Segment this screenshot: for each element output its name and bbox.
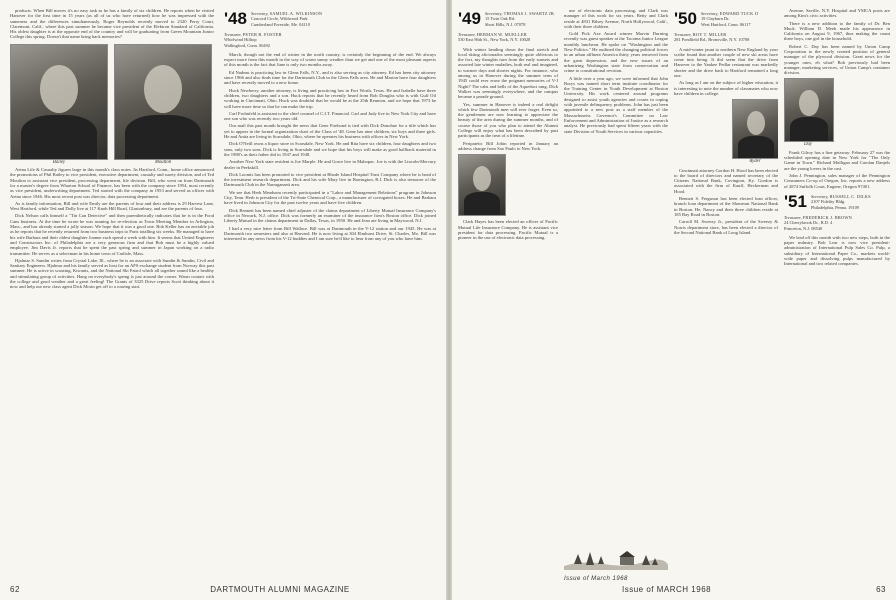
col2-paragraph: A little over a year ago, we were informed that John Borys was named short term institute coordinator for the Training Center in Youth Development at Boston University. His work centered around programs designed to assist youth agencies and courts in coping with juvenile delinquency problems. John has just been appointed to a new post as a staff member of the Massachusetts Governor's Committee on Law Enforcement and Administration of Justice as a research analyst. He previously had spent fifteen years with the state Division of Youth Services in various capacities. [564, 75, 668, 134]
col4-paragraph: John J. Pennington, sales manager of the Pennington Consumers Co-op of Oregon, Inc. reports a new address of 2874 Suffolk Court, Eugene, Oregon 97401. [784, 173, 890, 189]
class-49-officers: Secretary, THOMAS J. SWARTZ JR. 15 Twin Oak Rd. Short Hills, N.J. 07078 [484, 11, 556, 27]
class-51-officers: Secretary, RUSSELL C. DILKS 2107 Fidelity Bldg. Philadelphia, Penna. 19109 [810, 193, 871, 210]
photo-row [10, 44, 214, 165]
moulton-photo [114, 44, 212, 160]
class-50-treasurer: Treasurer, ROY T. MILLER 281 Pondfield Rd., Bronxville, N.Y. 10708 [674, 32, 750, 43]
class-50-heading [674, 10, 778, 27]
class-48-number: '48 [224, 9, 247, 28]
class-49-number: '49 [458, 9, 481, 28]
class-48-officers: Secretary, SAMUEL A. WILKINSON Concord Circle, Wildwood Park Cumberland Foreside, Me. 04110 [250, 11, 323, 27]
class-48-paragraph: Dick O'Neill owns a liquor store in Scarsdale, New York. He and Rita have six children, four daughters and two sons, only two sons. Dick is living in Scarsdale and we hope that his boys will make as good halfback material in the 1980's as their father did in 1947 and 1948. [224, 141, 436, 157]
col4-paragraph: Frank Gilroy has a fine getaway: February 27 was the scheduled opening date in New York for "The Only Game in Town." Richard Mulligan and Carolan Danjels are the young lovers in the cast. [784, 149, 890, 171]
class-48-paragraph: Dick Bennett has been named chief adjuster of the claims department of Liberty Mutual Insurance Company's office in Newark, N.J. office. Dick was formerly an examiner of the insurance firm's Boston office. Dick joined Liberty Mutual in the claims department in Dallas, Texas, in 1950. He and Jean are living in Maywood, N.J. [224, 207, 436, 224]
right-column-1 [458, 8, 558, 574]
drawing-caption: Issue of March 1968 [564, 576, 628, 582]
class-51-paragraph: We lead off this month with two new steps, both in the paper industry. Bob Lear is now vice president-administration of International Pulp Sales Co. Pulp, a subsidiary of International Paper Co., markets world-wide paper and dissolving pulps manufactured by International and two related companies. [784, 234, 890, 267]
left-running-footer: DARTMOUTH ALUMNI MAGAZINE [210, 585, 350, 594]
class-48-paragraph: Our mail this past month brought the news that Gene Firebond is tied with Dick Donohue for a title which has yet to appear in the formal organization chart of the Class of '48. Gene has nine children, six boys and three girls. He and Anita are living in Scarsdale, Ohio, where he operates his business with offices in New York. [224, 123, 436, 140]
right-page-number: 63 [876, 585, 886, 594]
col1-paragraph-b1: Aetna Life & Casualty figures large in this month's class notes. Its Hartford, Conn., home office announced the promotions of Phil Bailey to vice president, executive department, casualty and surety division, and of Ted Moulton to assistant vice president, processing department, life division. Bill, who went on from Dartmouth for a master's degree from Wharton School of Finance, has been with the company since 1954, most recently as vice president, underwriting department. Ted started with the company in 1953 and served as officer with Aetna since 1946. His most recent post was director, data processing department. [10, 167, 214, 199]
col1-paragraph-b4: Hjalmar S. Sundin writes from Crystal Lake, Ill., where he is an associate with Sundin & Sundin, Civil and Sanitary Engineers. Hjalmar and his family served as host for an AFS exchange student from Norway this past summer. He is active in scouting, Kiwanis, and the National Ski Patrol which all together sound like a healthy and stimulating group of activities. Hang on everybody's spring is just around the corner. Warm contact with the college and good weather and a great feeling! The Grants of 3325 Drive reports Scott thinking about it now and help our new class agent Dick Morin get off to a roaring start. [10, 257, 214, 290]
ryder-photo-block [732, 99, 778, 164]
class-49-paragraph: With winter heading down the final stretch and local skiing aficionados seemingly quite oblivious to the fact, my thoughts turn from the early sunsets and assorted late winter maladies, both real and imagined, to warmer days and shorter nights. For instance, who among us in Hanover during the summer term of 1945 could ever erase the poignant memories of V-J Night? The cabs and bells of the Aqueduct rang, Dick Walker was seemingly everywhere, and the campus became a parade ground. [458, 46, 558, 100]
ryder-caption: Ryder [749, 159, 761, 165]
left-column-1 [10, 8, 214, 574]
class-48-heading [224, 10, 436, 27]
right-column-3 [674, 8, 778, 574]
class-50-paragraph: A mid-winter jaunt to northern New England by your scribe found that another couple of new ski areas have come into being. It did seem that the drive from Hanover to the Yankee Pedlar restaurant was markedly shorter and the drive back to Hartford remained a long one. [674, 46, 778, 79]
class-50-paragraph: Carroll M. Sweezy Jr., president of the Sweezy & Norris department store, has been elected a director of the Second National Bank of Long Island. [674, 219, 778, 235]
class-49-paragraph: Peripatetic Bill Jobin reported in January an address change from Sao Paulo to New York. [458, 140, 558, 151]
left-page-number: 62 [10, 585, 20, 594]
class-50-paragraph: Bennett S. Ferguson has been elected loan officer, branch loan department of the Shawmut National Bank in Boston. He, Nancy and their three children reside at 185 Bay Road in Boston. [674, 196, 778, 217]
ryder-photo [732, 99, 778, 159]
class-50-number: '50 [674, 9, 697, 28]
class-50-paragraph: As long as I am on the subject of higher education, it is interesting to note the number of classmates who now have children in college. [674, 80, 778, 96]
class-48-secretary: SAMUEL A. WILKINSON [269, 11, 323, 16]
class-48-paragraph: Huck Newberry, another attorney, is living and practicing law in Fort Worth, Texas. He and Isabelle have three children, two daughters and a son. Huck reports that he recently heard from Bob Douglas who is with Gulf Oil working in Cincinnati, Ohio. Huck was doubtful that he would be at the 25th Reunion, and we hope that 1973 he will have more time so that he can make the trip. [224, 87, 436, 109]
bailey-caption: Bailey [52, 159, 66, 165]
right-page [452, 0, 896, 600]
photo-bailey-block [10, 44, 108, 165]
class-50-officers: Secretary, EDWARD TUCK II 19 Clayburn Dr. West Hartford, Conn. 06117 [700, 11, 759, 27]
col1-paragraph-1: products. When Bill moves it's no easy task as he has a family of six children. He reports when he visited Hanover for the first time in 15 years (as all of us who have returned) how he was impressed with the sameness and the differences simultaneously. Roger Reynolds recently moved to 2320 Perry Court, Claremont, Calif., where this past summer he became vice president of the Elektron Standard of California. His oldest daughter is at the opposite end of the country and will be graduating from Green Mountain Junior College this spring. Doesn't that name bring back memories? [10, 8, 214, 40]
class-49-treasurer: Treasurer, HERMAN W. MUELLER 530 East 86th St., New York, N.Y. 10028 [458, 32, 531, 43]
class-49-paragraph: Yes, summer in Hanover is indeed a real delight which few Dartmouth men will ever forget. Even so, the gentlemen are now learning to appreciate the beauty of the area during the summer months, and of course those of you who plan to attend the Alumni College will enjoy what has been described by past participants as the treat of a lifetime. [458, 101, 558, 139]
class-51-number: '51 [784, 191, 807, 211]
class-49-paragraph-b: Clark Hayes has been elected an officer of Pacific Mutual Life Insurance Company. He is assistant vice president for data processing. Pacific Mutual is a pioneer in the use of electronic data processing. [458, 219, 558, 241]
class-49-photo [458, 154, 506, 216]
day-photo-block [784, 78, 832, 147]
right-column-4 [784, 8, 890, 574]
class-51-treasurer: Treasurer, FREDERICK J. BROWN 24 Cherrybrook Dr., R.D. 4 Princeton, N.J. 08540 [784, 214, 853, 231]
bailey-photo [10, 44, 108, 160]
col4-paragraph: Avenue, Saville, N.Y. Hospital and YMCA posts are among Kim's civic activities. [784, 8, 890, 19]
class-48-paragraph: March, though not the end of winter in the north country, is certainly the beginning of the end. We always expect more from this month in the way of warm sunny weather than we get and one of the most pleasant aspects of this month is the fact that June is only two months away. [224, 51, 436, 68]
moulton-caption: Moulton [154, 159, 172, 165]
right-running-footer: Issue of MARCH 1968 [622, 585, 712, 594]
class-48-treasurer: Treasurer, PETER R. FOSTER Whirlwind Hilltop Wallingford, Conn. 06492 [224, 32, 282, 48]
col1-paragraph-b3: Dick Nelson calls himself a "Tin Can Detective" and then parenthetically indicates that he is in the Food Cans business. At the time he wrote he was running for re-election as Town Meeting Member in Arlington, Mass., and has already started a jolly season. We hope that it was a good one. Bob Keller has an enviable job as he reports that he recently returned from two business trips to Paris totalling six weeks. He managed to have his wife Barbara and their oldest daughter Joanne each spend a week with him. It seems that United Engineers and Constructors Inc. of Philadelphia are a very generous firm and that Bob must be a highly valued employee. Jim Davis Jr. reports that he spent the past spring and summer in Japan working on a radio transmitter. He serves as a selectman in his home town of Carlisle, Mass. [10, 213, 214, 256]
col4-paragraph: Robert C. Day has been named by Union Camp Corporation to the newly created position of general manager of the plywood division. Great news for the younger ones, eh what? Bob previously had been manager, marketing services, of Union Camp's container division. [784, 43, 890, 76]
class-48-paragraph: Carl Frohnfeld is assistant to the chief counsel of C.I.T. Financial. Carl and Judy live in New York City and have one son who was recently two years old. [224, 110, 436, 122]
col2-paragraph: use of electronic data processing, and Clark was manager of this work for six years. Betty and Clark reside at 4831 Bilsey Avenue, North Hollywood, Calif., with their three children. [564, 8, 668, 29]
class-48-paragraph: Ed Nadeau is practicing law in Glens Falls, N.Y., and is also serving as city attorney. Ed has been city attorney since 1966 and also finds time for the Dartmouth Club in the Glens Falls area. He and Marion have four daughters and have recently moved to a new home. [224, 69, 436, 86]
col4-paragraph: There is a new addition to the family of Dr. Ben Muck. William D. Meek made his appearance in California on August 9, 1967, thus making the count three boys, one girl in the household. [784, 20, 890, 42]
left-page [0, 0, 446, 600]
col1-paragraph-b2: As is family information, Bill and wife Emily are the parents of four and their address is 29 Harvest Lane, West Hartford, while Ted and Dolly live at 117 Knob Hill Road, Glastonbury, and are the parents of four. [10, 200, 214, 212]
class-48-paragraph: Dick Loomis has been promoted to vice president at Rhode Island Hospital Trust Company where he is head of the investment research department. Dick and his wife Mary live in Barrington, R.I. Dick is also treasurer of the Dartmouth Club in the Narragansett area. [224, 171, 436, 188]
photo-moulton-block [114, 44, 212, 165]
class-48-paragraph: Another New York state resident is Joe Marple. He and Grace live in Mahopac. Joe is with the Lincoln-Mercury dealer in Peekskill. [224, 159, 436, 170]
class-49-heading [458, 10, 558, 27]
class-50-paragraph: Cincinnati attorney Gordon H. Hood has been elected to the board of directors and named secretary of the Citizens National Bank, Covington, Ky. Gordon is associated with the firm of Kauff, Heckerman and Hood. [674, 167, 778, 194]
class-49-photo-row [458, 154, 558, 216]
class-48-paragraph: I had a very nice letter from Bill Wallace. Bill was at Dartmouth in the V-12 station and our 1945. He was at Dartmouth two semesters and also at Harvard. He is now living at 304 Elmhurst Drive, St. Charles, Mo. Bill was interested in any news from his V-12 buddies and I am sure he'd like to hear from any of you who have him. [224, 225, 436, 242]
class-51-heading [784, 193, 890, 210]
col2-paragraph: Gold Pick Axe Award winner Marvin Durning recently was guest speaker at the Tacoma Junior League monthly luncheon. He spoke on "Washington and the New Politics." He outlined the changing political forces in an urban affluent America thirty years removed from the great depression, and the new issues of an urbanizing Washington state from conservation and crime to constitutional revision. [564, 31, 668, 74]
class-50-photo-row [674, 99, 778, 164]
right-column-2 [564, 8, 668, 528]
left-column-2 [224, 8, 436, 574]
landscape-drawing [564, 548, 668, 570]
day-photo [784, 78, 834, 142]
day-caption: Day [804, 141, 812, 147]
class-48-paragraph: We see that Herb Meadsom recently participated in a "Labor and Management Relations" program in Johnson City, Tenn. Herb is president of the Tri-State Chemical Corp., a manufacturer of corrugated boxes. He and Barbara have lived in Johnson City for the past twelve years and have five children. [224, 189, 436, 206]
